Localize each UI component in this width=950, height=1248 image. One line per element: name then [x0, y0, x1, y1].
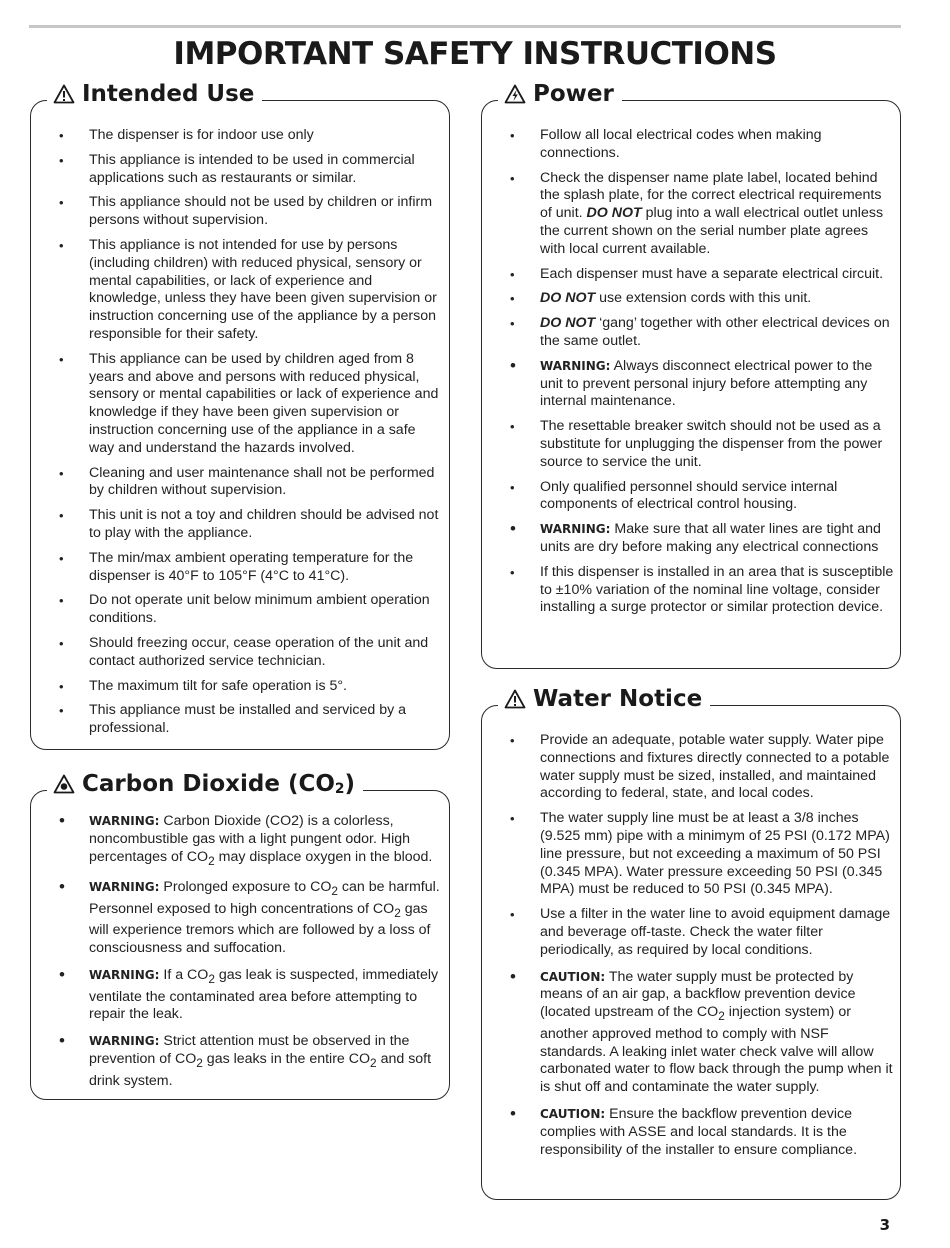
list-item: [57, 1033, 443, 1090]
item-text: may displace oxygen in the blood.: [214, 848, 433, 865]
subscript: 2: [331, 884, 338, 899]
power-section: [481, 81, 901, 669]
item-text: gas will experience tremors which are followed by a loss of consciousness and suffocation.: [89, 900, 431, 957]
list-item: • Cleaning and user maintenance shall not be performed by children without supervision.: [57, 465, 443, 501]
list-item: • Should freezing occur, cease operation of the unit and contact authorized service technician.: [57, 635, 443, 671]
list-item: [508, 810, 894, 899]
item-text: Strict attention must be observed in the prevention of CO: [89, 1033, 410, 1068]
subscript: 2: [394, 905, 401, 920]
list-item: • This appliance must be installed and serviced by a professional.: [57, 702, 443, 738]
list-item: • The resettable breaker switch should not be used as a substitute for unplugging the dispenser from the power source to service the unit.: [508, 418, 894, 471]
list-item: • This appliance is intended to be used in commercial applications such as restaurants or similar.: [57, 152, 443, 188]
emphasis-text: DO NOT: [586, 205, 642, 222]
list-item: • Follow all local electrical codes when making connections.: [508, 127, 894, 163]
list-item: • The dispenser is for indoor use only: [57, 127, 443, 145]
list-item: [57, 813, 443, 870]
list-item: • This appliance should not be used by children or infirm persons without supervision.: [57, 194, 443, 230]
co2-list: [57, 813, 443, 1098]
item-text: Carbon Dioxide (CO2) is a colorless, noncombustible gas with a light pungent odor. High percentages of CO: [89, 813, 411, 865]
page-number: 3: [879, 1216, 890, 1234]
subscript: 2: [208, 971, 215, 986]
intended-use-list: [57, 127, 443, 745]
page-title: IMPORTANT SAFETY INSTRUCTIONS: [173, 36, 777, 72]
list-item: • This appliance is not intended for use by persons (including children) with reduced physical, sensory or mental capabilities, or lack of experience and knowledge, unless they have been given supervision or instruction concerning use of the appliance by a person responsible for their safety.: [57, 237, 443, 344]
item-text: Prolonged exposure to CO: [159, 879, 332, 896]
item-text: Check the dispenser name plate label, located behind the splash plate, for the correct electrical requirements of unit.: [540, 169, 882, 222]
intended-use-section: [30, 81, 450, 750]
caution-label: CAUTION:: [540, 1106, 606, 1121]
list-item: [508, 358, 894, 411]
list-item: [508, 315, 894, 351]
water-notice-list: [508, 732, 894, 1166]
item-text: The water supply must be protected by means of an air gap, a backflow prevention device (located upstream of the CO: [540, 968, 856, 1021]
warning-label: WARNING:: [89, 968, 160, 983]
caution-label: CAUTION:: [540, 969, 606, 984]
subscript: 2: [208, 853, 215, 868]
item-text: Use a filter in the water line to avoid equipment damage and beverage off-taste. Check the water filter periodically, as required by local conditions.: [540, 906, 891, 958]
warning-icon: [53, 84, 75, 104]
item-text: gas leak is suspected, immediately ventilate the contaminated area before attempting to repair the leak.: [89, 967, 439, 1023]
item-text: use extension cords with this unit.: [595, 290, 812, 307]
list-item: [508, 906, 894, 959]
emphasis-text: DO NOT: [540, 290, 596, 307]
intended-use-heading-text: Intended Use: [82, 81, 255, 107]
list-item: [508, 521, 894, 557]
item-text: The water supply line must be at least a 3/8 inches (9.525 mm) pipe with a minimym of 25 PSI (0.172 MPA) line pressure, but not exceeding a maximum of 50 PSI (0.345 MPA). Water pressure exceeding 50 PSI (0.345 MPA) must be reduced to 50 PSI (0.345 MPA).: [540, 810, 890, 898]
warning-icon: [504, 689, 526, 709]
list-item: • This appliance can be used by children aged from 8 years and above and persons with reduced physical, sensory or mental capabilities or lack of experience and knowledge if they have been given supervision or instruction concerning use of the appliance in a safe way and understand the hazards involved.: [57, 351, 443, 458]
list-item: • This unit is not a toy and children should be advised not to play with the appliance.: [57, 507, 443, 543]
warning-label: WARNING:: [89, 1034, 160, 1049]
co2-heading-close: ): [344, 771, 356, 797]
list-item: • Only qualified personnel should service internal components of electrical control housing.: [508, 479, 894, 515]
electrical-hazard-icon: [504, 84, 526, 104]
list-item: [508, 170, 894, 259]
list-item: [57, 879, 443, 958]
item-text: Always disconnect electrical power to the unit to prevent personal injury before attempting any internal maintenance.: [540, 357, 873, 410]
warning-label: WARNING:: [89, 814, 160, 828]
hazard-icon: [53, 774, 75, 794]
item-text: If a CO: [159, 967, 209, 984]
power-list: [508, 127, 894, 624]
item-text: and soft drink system.: [89, 1051, 432, 1089]
warning-label: WARNING:: [89, 880, 160, 895]
list-item: • The maximum tilt for safe operation is 5°.: [57, 678, 443, 696]
item-text: can be harmful. Personnel exposed to high concentrations of CO: [89, 879, 440, 917]
item-text: gas leaks in the entire CO: [202, 1051, 371, 1068]
co2-section: [30, 771, 450, 1100]
top-rule: [29, 25, 901, 28]
power-heading-text: Power: [533, 81, 614, 107]
co2-heading-subscript: 2: [334, 780, 345, 797]
list-item: [57, 967, 443, 1024]
item-text: plug into a wall electrical outlet unless the current shown on the serial number plate agrees with local current available.: [540, 205, 884, 257]
subscript: 2: [196, 1055, 203, 1070]
item-text: Provide an adequate, potable water supply. Water pipe connections and fixtures directly connected to a potable water supply must be sized, installed, and maintained according to federal, state, and local codes.: [540, 732, 890, 802]
list-item: [508, 290, 894, 308]
warning-label: WARNING:: [540, 358, 611, 373]
co2-heading-main: Carbon Dioxide (CO: [82, 771, 335, 797]
intended-use-heading: [47, 81, 262, 107]
list-item: • The min/max ambient operating temperature for the dispenser is 40°F to 105°F (4°C to 41°C).: [57, 550, 443, 586]
warning-label: WARNING:: [540, 522, 611, 537]
subscript: 2: [718, 1008, 725, 1023]
water-notice-heading-text: Water Notice: [533, 686, 703, 712]
list-item: • If this dispenser is installed in an area that is susceptible to ±10% variation of the nominal line voltage, consider installing a surge protector or similar protection device.: [508, 564, 894, 617]
item-text: Ensure the backflow prevention device complies with ASSE and local standards. It is the responsibility of the installer to ensure compliance.: [540, 1105, 858, 1158]
subscript: 2: [370, 1055, 377, 1070]
emphasis-text: DO NOT: [540, 315, 596, 332]
item-text: injection system) or another approved method to comply with NSF standards. A leaking inlet water check valve will allow carbonated water to flow back through the pump when it is shut off and contaminate the water supply.: [540, 1004, 893, 1096]
list-item: [508, 969, 894, 1097]
co2-heading: [47, 771, 363, 797]
item-text: Make sure that all water lines are tight and units are dry before making any electrical connections: [540, 521, 881, 555]
list-item: • Do not operate unit below minimum ambient operation conditions.: [57, 592, 443, 628]
water-notice-heading: [498, 686, 710, 712]
water-notice-section: [481, 686, 901, 1200]
list-item: [508, 1106, 894, 1159]
item-text: ‘gang’ together with other electrical devices on the same outlet.: [540, 315, 890, 349]
list-item: [508, 732, 894, 803]
power-heading: [498, 81, 622, 107]
list-item: • Each dispenser must have a separate electrical circuit.: [508, 266, 894, 284]
